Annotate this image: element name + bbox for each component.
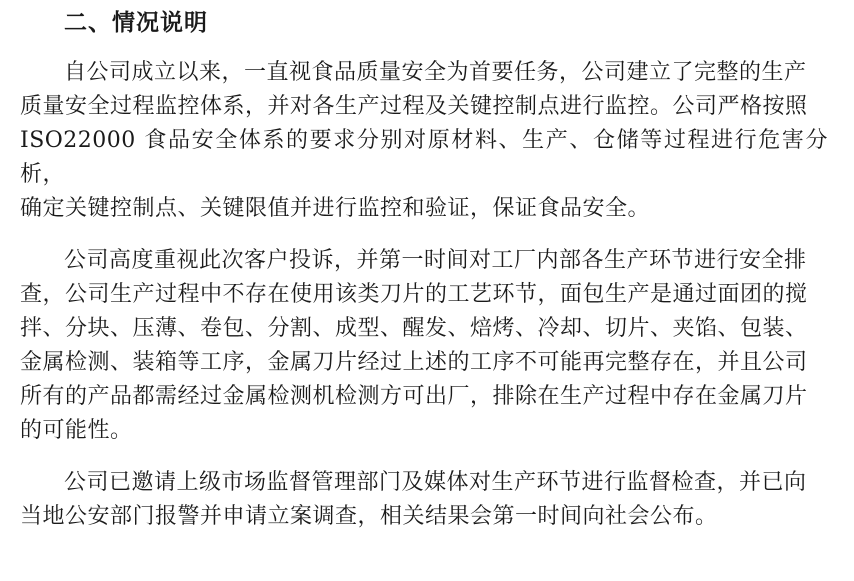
paragraph-line: 的可能性。: [20, 418, 133, 443]
paragraph-line: 拌、分块、压薄、卷包、分割、成型、醒发、焙烤、冷却、切片、夹馅、包装、: [20, 316, 808, 341]
paragraph-line: 公司已邀请上级市场监督管理部门及媒体对生产环节进行监督检查，并已向: [64, 470, 807, 495]
paragraph-investigation: [20, 244, 828, 448]
paragraph-quality-system: [20, 56, 828, 226]
paragraph-line: ISO22000 食品安全体系的要求分别对原材料、生产、仓储等过程进行危害分析，: [20, 128, 828, 187]
paragraph-line: 金属检测、装箱等工序，金属刀片经过上述的工序不可能再完整存在，并且公司: [20, 350, 808, 375]
paragraph-line: 质量安全过程监控体系，并对各生产过程及关键控制点进行监控。公司严格按照: [20, 94, 808, 119]
paragraph-line: 所有的产品都需经过金属检测机检测方可出厂，排除在生产过程中存在金属刀片: [20, 384, 808, 409]
section-title: 二、情况说明: [64, 10, 208, 36]
paragraph-line: 当地公安部门报警并申请立案调查，相关结果会第一时间向社会公布。: [20, 504, 718, 529]
paragraph-line: 自公司成立以来，一直视食品质量安全为首要任务，公司建立了完整的生产: [64, 60, 807, 85]
paragraph-line: 确定关键控制点、关键限值并进行监控和验证，保证食品安全。: [20, 196, 651, 221]
paragraph-line: 查，公司生产过程中不存在使用该类刀片的工艺环节，面包生产是通过面团的搅: [20, 282, 808, 307]
paragraph-supervision: [20, 466, 828, 534]
paragraph-line: 公司高度重视此次客户投诉，并第一时间对工厂内部各生产环节进行安全排: [64, 248, 807, 273]
